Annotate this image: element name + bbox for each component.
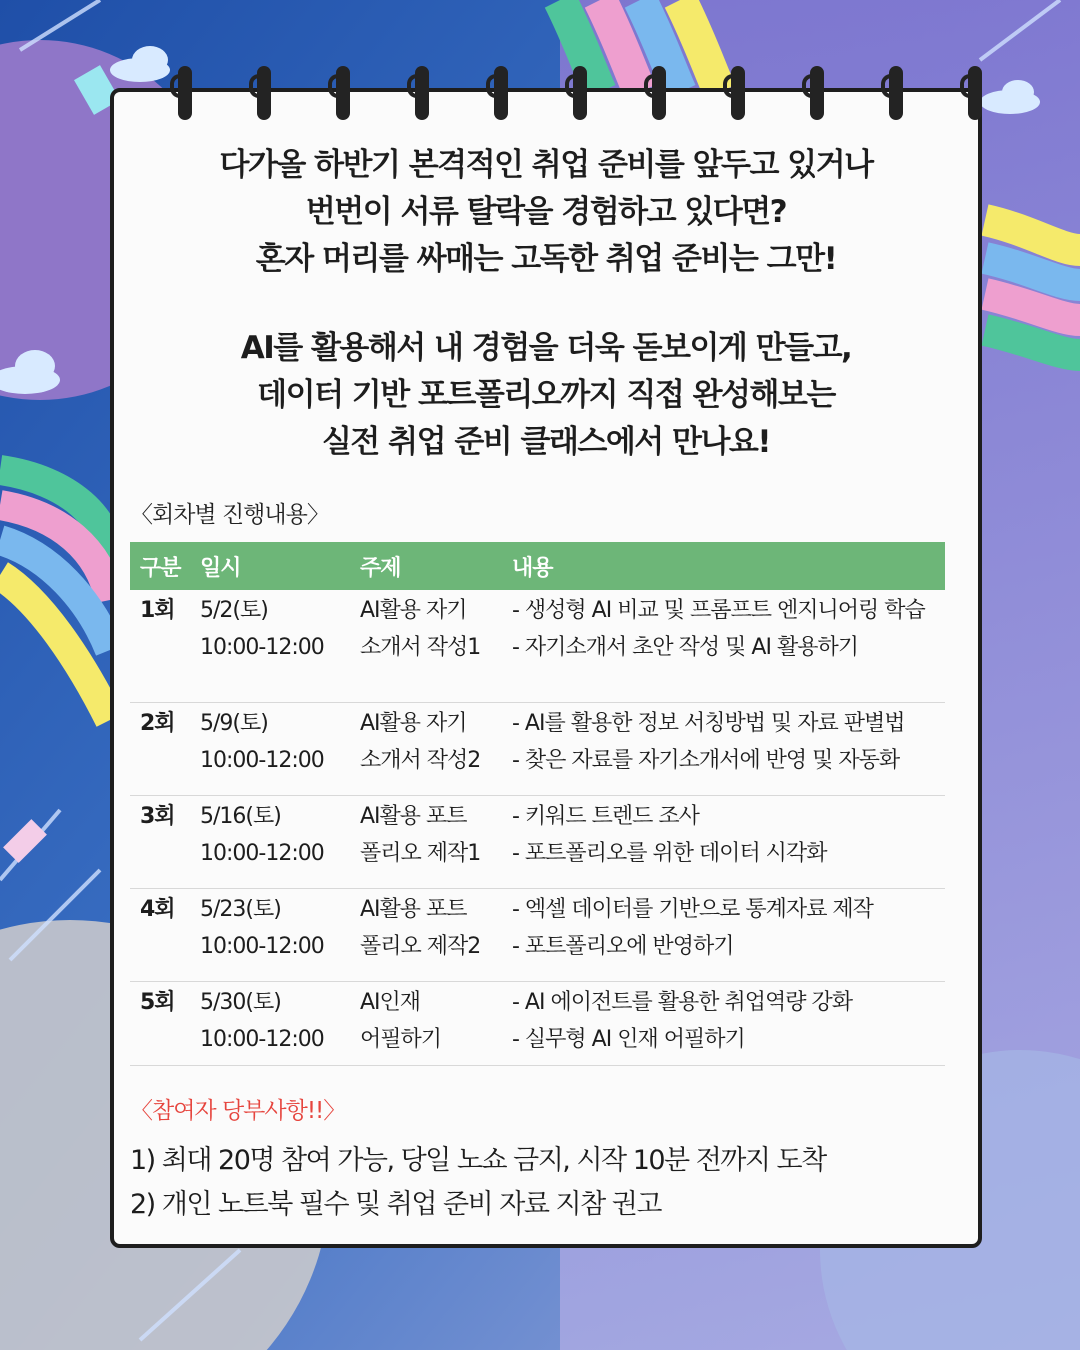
date-cell: 5/16(토) 10:00-12:00: [200, 803, 324, 866]
spiral-ring-icon: [573, 66, 587, 120]
intro-line: 데이터 기반 포트폴리오까지 직접 완성해보는: [257, 377, 835, 413]
content-cell: - 키워드 트렌드 조사 - 포트폴리오를 위한 데이터 시각화: [512, 803, 827, 866]
table-row: [130, 888, 945, 981]
spiral-ring-icon: [810, 66, 824, 120]
intro-line: 다가올 하반기 본격적인 취업 준비를 앞두고 있거나: [219, 147, 873, 183]
spiral-ring-icon: [336, 66, 350, 120]
table-row: [130, 981, 945, 1065]
session-cell: 3회: [140, 803, 175, 829]
notice-item: 1) 최대 20명 참여 가능, 당일 노쇼 금지, 시작 10분 전까지 도착: [130, 1145, 826, 1176]
intro-paragraph-1: [110, 142, 982, 283]
spiral-ring-icon: [257, 66, 271, 120]
date-cell: 5/23(토) 10:00-12:00: [200, 896, 324, 959]
content-cell: - 엑셀 데이터를 기반으로 통계자료 제작 - 포트폴리오에 반영하기: [512, 896, 873, 959]
session-cell: 4회: [140, 896, 175, 922]
topic-cell: AI활용 포트 폴리오 제작2: [360, 896, 481, 959]
topic-cell: AI활용 포트 폴리오 제작1: [360, 803, 481, 866]
schedule-title: 〈회차별 진행내용〉: [130, 502, 329, 528]
session-cell: 5회: [140, 989, 175, 1015]
date-cell: 5/30(토) 10:00-12:00: [200, 989, 324, 1052]
table-row: [130, 795, 945, 888]
table-row: [130, 590, 945, 702]
spiral-ring-icon: [494, 66, 508, 120]
topic-cell: AI활용 자기 소개서 작성1: [360, 598, 481, 660]
spiral-ring-icon: [731, 66, 745, 120]
header-content: 내용: [502, 542, 945, 590]
table-row: [130, 702, 945, 795]
table-header-row: [130, 542, 945, 590]
spiral-ring-icon: [968, 66, 982, 120]
header-session: 구분: [130, 542, 190, 590]
intro-line: 실전 취업 준비 클래스에서 만나요!: [321, 424, 771, 460]
notice-item: 2) 개인 노트북 필수 및 취업 준비 자료 지참 권고: [130, 1189, 661, 1220]
intro-line: 번번이 서류 탈락을 경험하고 있다면?: [305, 194, 787, 230]
topic-cell: AI활용 자기 소개서 작성2: [360, 710, 481, 773]
content-cell: - AI 에이전트를 활용한 취업역량 강화 - 실무형 AI 인재 어필하기: [512, 989, 852, 1052]
topic-cell: AI인재 어필하기: [360, 989, 442, 1052]
intro-line: 혼자 머리를 싸매는 고독한 취업 준비는 그만!: [255, 241, 837, 277]
intro-line: AI를 활용해서 내 경험을 더욱 돋보이게 만들고,: [240, 330, 852, 366]
content-cell: - AI를 활용한 정보 서칭방법 및 자료 판별법 - 찾은 자료를 자기소개서에 반영 및 자동화: [512, 710, 905, 773]
intro-paragraph-2: [110, 325, 982, 466]
header-topic: 주제: [350, 542, 502, 590]
content-cell: - 생성형 AI 비교 및 프롬프트 엔지니어링 학습 - 자기소개서 초안 작성 및 AI 활용하기: [512, 598, 925, 660]
notice-title: 〈참여자 당부사항!!〉: [130, 1098, 346, 1124]
header-date: 일시: [190, 542, 350, 590]
session-cell: 2회: [140, 710, 175, 736]
date-cell: 5/2(토) 10:00-12:00: [200, 598, 324, 660]
spiral-ring-icon: [889, 66, 903, 120]
spiral-ring-icon: [415, 66, 429, 120]
spiral-ring-icon: [652, 66, 666, 120]
session-cell: 1회: [140, 598, 175, 623]
date-cell: 5/9(토) 10:00-12:00: [200, 710, 324, 773]
spiral-ring-icon: [178, 66, 192, 120]
schedule-table: [130, 542, 945, 1066]
